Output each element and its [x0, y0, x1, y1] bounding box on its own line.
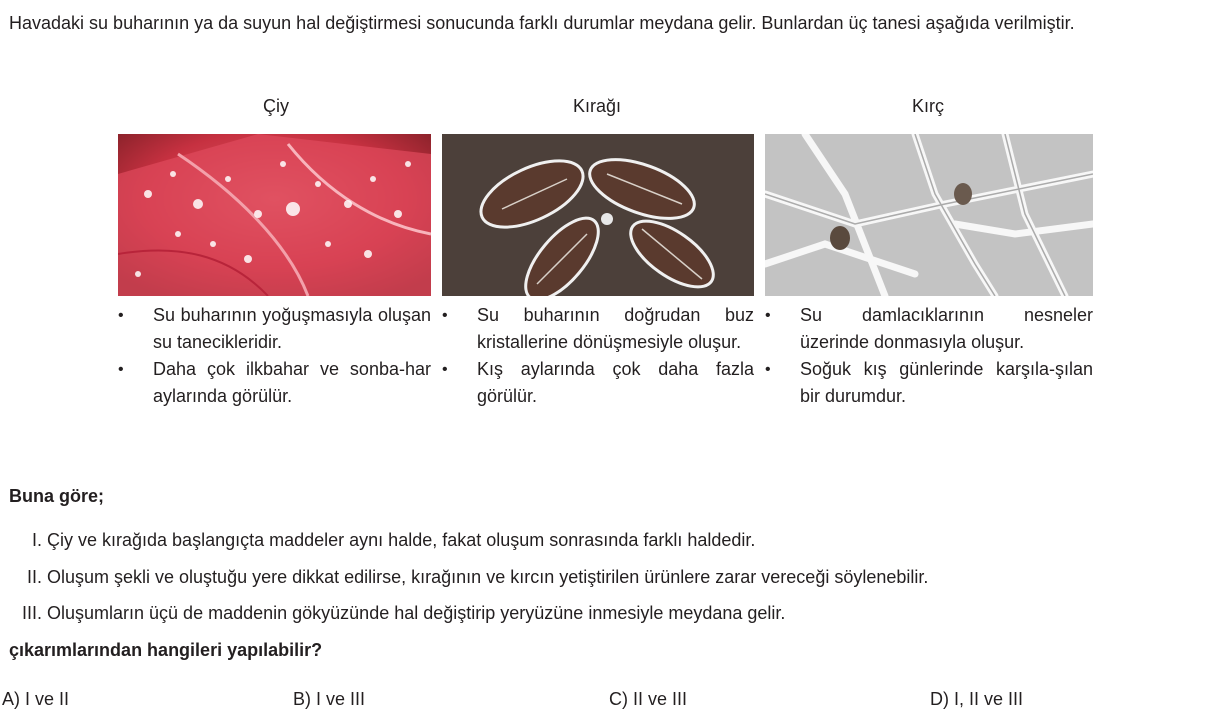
statement-text: Çiy ve kırağıda başlangıçta maddeler aynı halde, fakat oluşum sonrasında farklı haldedir. — [47, 530, 756, 550]
option-d[interactable]: D) I, II ve III — [930, 689, 1024, 709]
statement-number: II. — [26, 567, 42, 587]
column-title-kirc: Kırç — [911, 96, 944, 116]
intro-text: Havadaki su buharının ya da suyun hal değiştirmesi sonucunda farklı durumlar meydana gelir. Bunlardan üç tanesi aşağıda verilmiştir. — [9, 13, 1075, 33]
option-a[interactable]: A) I ve II — [2, 689, 70, 709]
statement-text: Oluşumların üçü de maddenin gökyüzünde hal değiştirip yeryüzüne inmesiyle meydana gelir. — [47, 603, 786, 623]
statement-3 — [9, 603, 785, 624]
statement-number: I. — [31, 530, 42, 550]
column-title-kiragi: Kırağı — [572, 96, 622, 116]
list-item: • Kış aylarında çok daha fazla görülür. — [442, 359, 754, 406]
statement-number: III. — [21, 603, 42, 623]
list-item: • Su damlacıklarının nesneler üzerinde donmasıyla oluşur. — [765, 305, 1093, 352]
dew-leaf-photo — [118, 134, 431, 296]
list-item: • Su buharının doğrudan buz kristallerine dönüşmesiyle oluşur. — [442, 305, 754, 352]
bullet-list-kiragi — [442, 302, 754, 410]
column-title-ciy: Çiy — [263, 96, 289, 116]
bullet-list-ciy — [118, 302, 431, 410]
question-lead: Buna göre; — [9, 486, 105, 506]
list-item: • Soğuk kış günlerinde karşıla-şılan bir durumdur. — [765, 359, 1093, 406]
option-c[interactable]: C) II ve III — [609, 689, 688, 709]
list-item: • Su buharının yoğuşmasıyla oluşan su tanecikleridir. — [118, 305, 431, 352]
statement-text: Oluşum şekli ve oluştuğu yere dikkat edilirse, kırağının ve kırcın yetiştirilen ürünlere zarar vereceği söylenebilir. — [47, 567, 929, 587]
question-prompt: çıkarımlarından hangileri yapılabilir? — [9, 640, 323, 660]
bullet-list-kirc — [765, 302, 1093, 410]
statement-1 — [9, 530, 755, 551]
rime-branch-photo — [765, 134, 1093, 296]
frost-leaf-photo — [442, 134, 754, 296]
statement-2 — [9, 567, 928, 588]
list-item: • Daha çok ilkbahar ve sonba-har aylarında görülür. — [118, 359, 431, 406]
option-b[interactable]: B) I ve III — [293, 689, 366, 709]
